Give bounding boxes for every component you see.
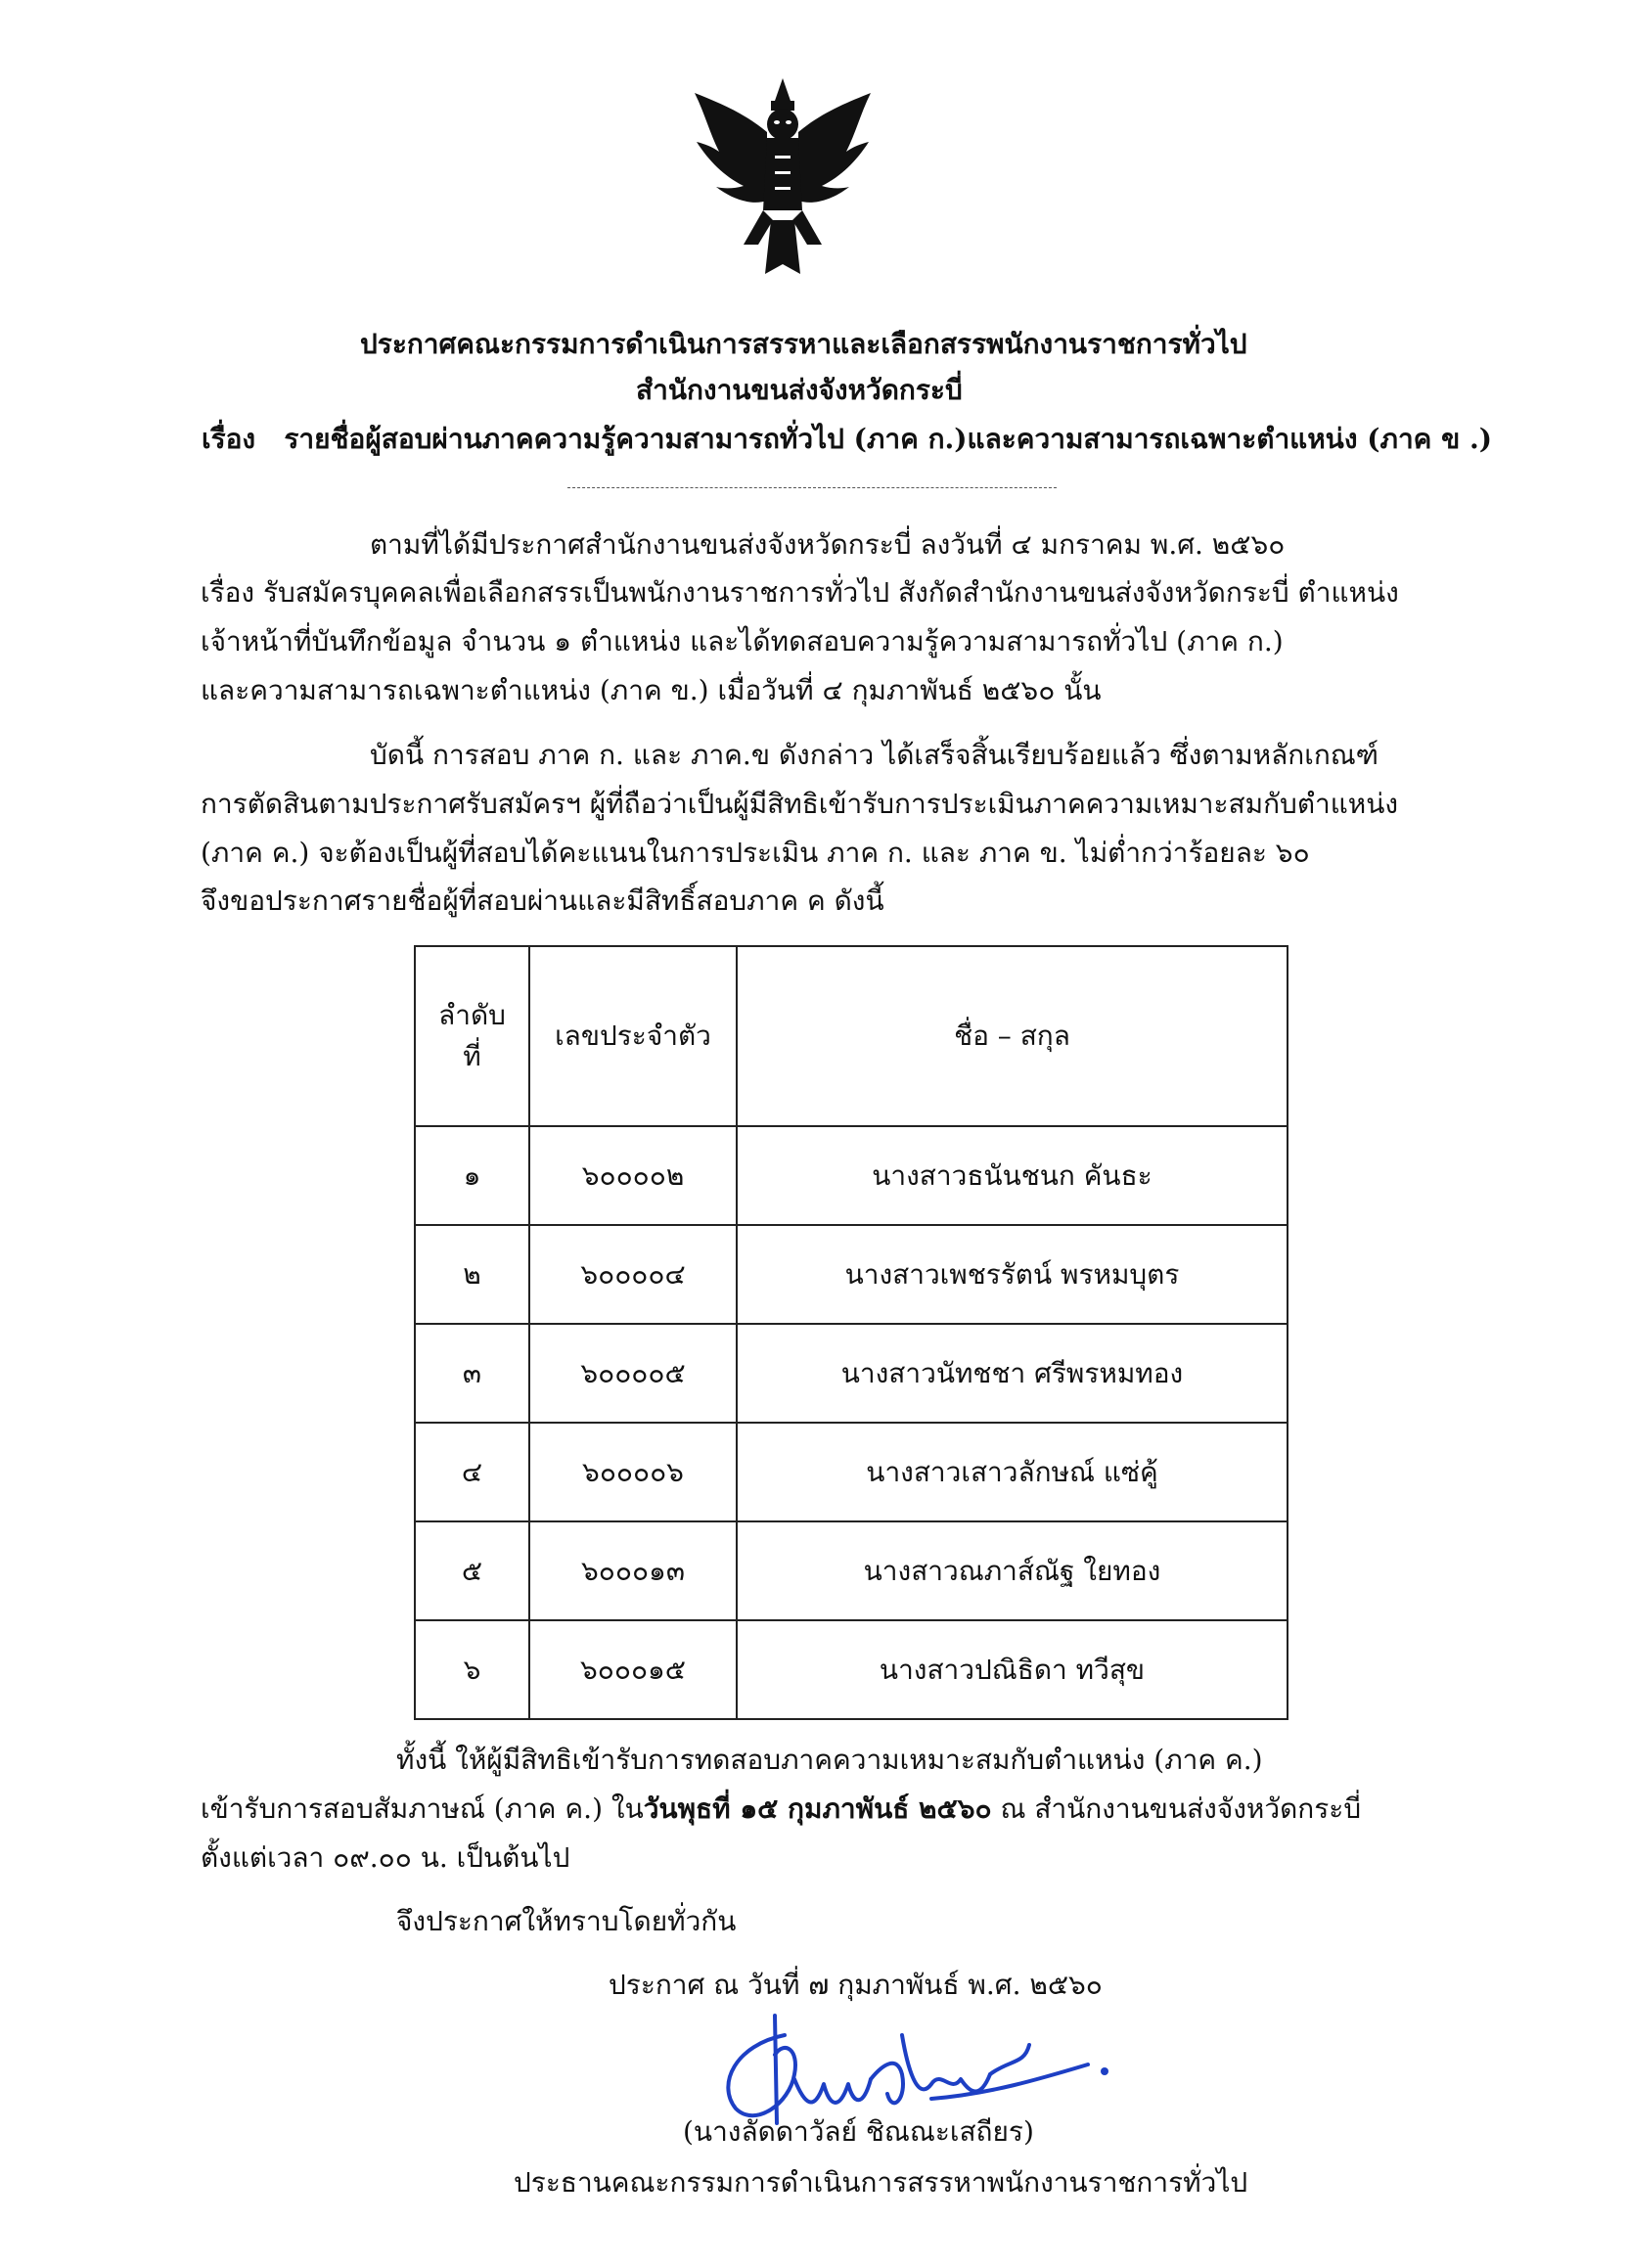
passed-candidates-table (414, 945, 1288, 1720)
para1-line: เรื่อง รับสมัครบุคคลเพื่อเลือกสรรเป็นพนักงานราชการทั่วไป สังกัดสำนักงานขนส่งจังหวัดกระบี่ ตำแหน่ง (201, 576, 1399, 609)
subject-line (202, 423, 1493, 455)
row-id: ๖๐๐๐๐๖ (529, 1423, 737, 1521)
table-header-row (415, 946, 1288, 1126)
col-header-order: ลำดับ ที่ (415, 946, 529, 1126)
office-name: สำนักงานขนส่งจังหวัดกระบี่ (636, 374, 963, 406)
signer-name: (นางลัดดาวัลย์ ชิณณะเสถียร) (683, 2115, 1034, 2148)
table-row (415, 1521, 1288, 1620)
row-id: ๖๐๐๐๑๓ (529, 1521, 737, 1620)
row-order: ๔ (415, 1423, 529, 1521)
row-id: ๖๐๐๐๐๕ (529, 1324, 737, 1423)
para3-text: เข้ารับการสอบสัมภาษณ์ (ภาค ค.) ใน (201, 1792, 644, 1825)
row-order: ๓ (415, 1324, 529, 1423)
para2-line: (ภาค ค.) จะต้องเป็นผู้ที่สอบได้คะแนนในการประเมิน ภาค ก. และ ภาค ข. ไม่ต่ำกว่าร้อยละ ๖๐ (201, 837, 1310, 869)
subject-label: เรื่อง (202, 423, 256, 455)
garuda-emblem (685, 73, 881, 279)
para3-text: ณ สำนักงานขนส่งจังหวัดกระบี่ (991, 1792, 1362, 1825)
col-header-id: เลขประจำตัว (529, 946, 737, 1126)
subject-text: รายชื่อผู้สอบผ่านภาคความรู้ความสามารถทั่วไป (ภาค ก.)และความสามารถเฉพาะตำแหน่ง (ภาค ข .) (284, 423, 1493, 455)
para1-line: เจ้าหน้าที่บันทึกข้อมูล จำนวน ๑ ตำแหน่ง และได้ทดสอบความรู้ความสามารถทั่วไป (ภาค ก.) (201, 625, 1284, 658)
interview-date: วันพุธที่ ๑๕ กุมภาพันธ์ ๒๕๖๐ (643, 1792, 992, 1825)
table-row (415, 1324, 1288, 1423)
row-name: นางสาวเพชรรัตน์ พรหมบุตร (737, 1225, 1288, 1324)
header-separator (567, 487, 1057, 488)
para3-line (201, 1792, 1362, 1825)
row-name: นางสาวณภาส์ณัฐ ใยทอง (737, 1521, 1288, 1620)
para3-line: ทั้งนี้ ให้ผู้มีสิทธิเข้ารับการทดสอบภาคความเหมาะสมกับตำแหน่ง (ภาค ค.) (396, 1744, 1263, 1776)
row-order: ๕ (415, 1521, 529, 1620)
row-name: นางสาวปณิธิดา ทวีสุข (737, 1620, 1288, 1719)
row-order: ๑ (415, 1126, 529, 1225)
announce-date: ประกาศ ณ วันที่ ๗ กุมภาพันธ์ พ.ศ. ๒๕๖๐ (609, 1969, 1103, 2001)
para2-line: จึงขอประกาศรายชื่อผู้ที่สอบผ่านและมีสิทธิ์สอบภาค ค ดังนี้ (201, 885, 884, 917)
col-header-name: ชื่อ – สกุล (737, 946, 1288, 1126)
table-row (415, 1126, 1288, 1225)
para1-line: ตามที่ได้มีประกาศสำนักงานขนส่งจังหวัดกระบี่ ลงวันที่ ๔ มกราคม พ.ศ. ๒๕๖๐ (370, 528, 1286, 561)
row-name: นางสาวเสาวลักษณ์ แซ่คู้ (737, 1423, 1288, 1521)
table-row (415, 1225, 1288, 1324)
para3-line: ตั้งแต่เวลา ๐๙.๐๐ น. เป็นต้นไป (201, 1841, 570, 1874)
row-order: ๖ (415, 1620, 529, 1719)
table-row (415, 1620, 1288, 1719)
row-name: นางสาวนัทชชา ศรีพรหมทอง (737, 1324, 1288, 1423)
closing-statement: จึงประกาศให้ทราบโดยทั่วกัน (396, 1905, 737, 1937)
para2-line: บัดนี้ การสอบ ภาค ก. และ ภาค.ข ดังกล่าว ได้เสร็จสิ้นเรียบร้อยแล้ว ซึ่งตามหลักเกณฑ์ (370, 739, 1378, 771)
para1-line: และความสามารถเฉพาะตำแหน่ง (ภาค ข.) เมื่อวันที่ ๔ กุมภาพันธ์ ๒๕๖๐ นั้น (201, 674, 1102, 706)
para2-line: การตัดสินตามประกาศรับสมัครฯ ผู้ที่ถือว่าเป็นผู้มีสิทธิเข้ารับการประเมินภาคความเหมาะสมกับตำแหน่ง (201, 788, 1399, 820)
row-name: นางสาวธนันชนก คันธะ (737, 1126, 1288, 1225)
row-id: ๖๐๐๐๑๕ (529, 1620, 737, 1719)
row-id: ๖๐๐๐๐๔ (529, 1225, 737, 1324)
row-id: ๖๐๐๐๐๒ (529, 1126, 737, 1225)
signer-title: ประธานคณะกรรมการดำเนินการสรรหาพนักงานราชการทั่วไป (514, 2166, 1248, 2199)
row-order: ๒ (415, 1225, 529, 1324)
announcement-title: ประกาศคณะกรรมการดำเนินการสรรหาและเลือกสรรพนักงานราชการทั่วไป (360, 328, 1247, 360)
table-row (415, 1423, 1288, 1521)
